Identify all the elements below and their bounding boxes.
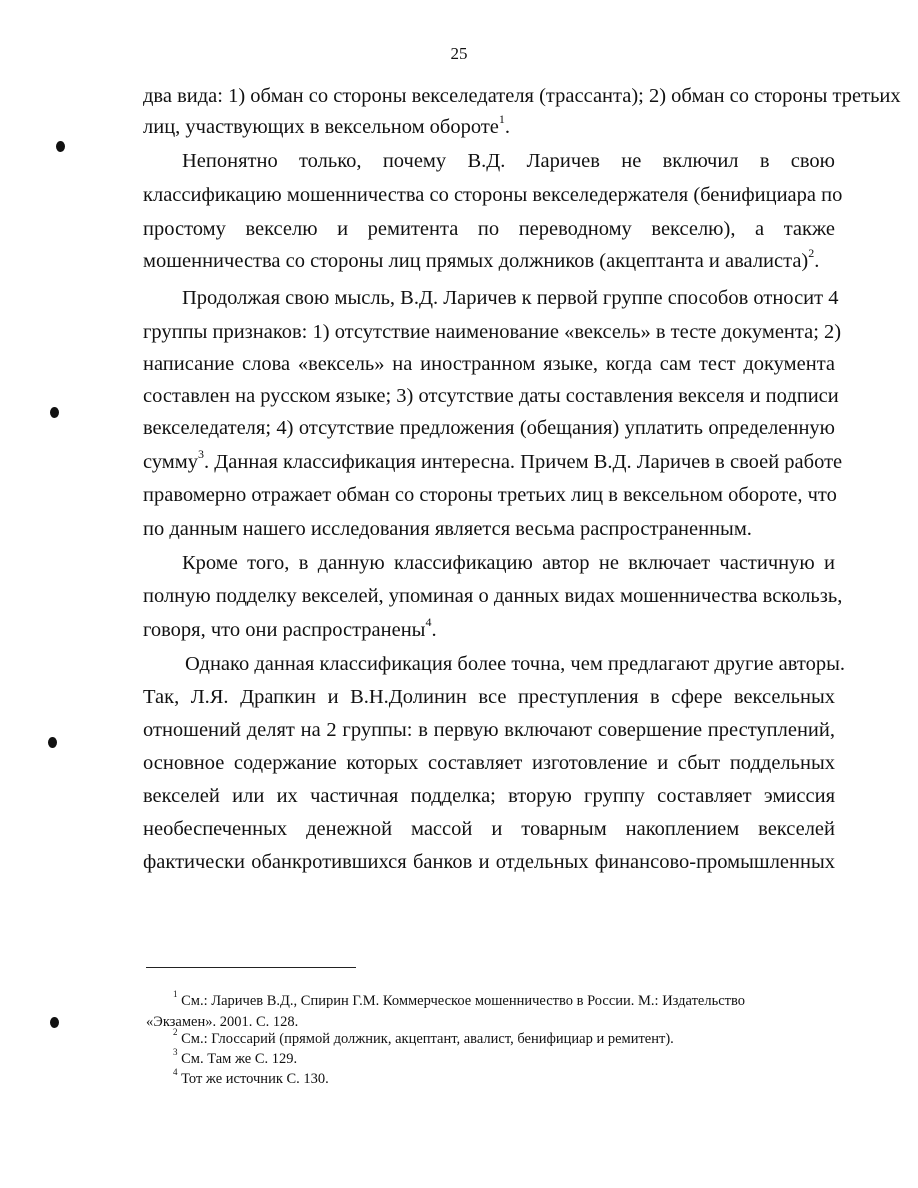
text-line: Продолжая свою мысль, В.Д. Ларичев к первой группе способов относит 4 <box>182 287 839 309</box>
text-line: простому векселю и ремитента по переводному векселю), а также <box>143 218 835 240</box>
footnote-reference: 3 <box>198 447 205 462</box>
footnote: $^2$ См.: Глоссарий (прямой должник, акцептант, авалист, бенифициар и ремитент). <box>173 1027 674 1047</box>
footnote: «Экзамен». 2001. С. 128. <box>146 1014 299 1030</box>
footnote-reference: 4 <box>425 615 432 630</box>
footnote-reference: 2 <box>808 246 815 261</box>
text-line: классификацию мошенничества со стороны векселедержателя (бенифициара по <box>143 184 843 206</box>
text-line: группы признаков: 1) отсутствие наименование «вексель» в тесте документа; 2) <box>143 321 842 343</box>
binder-hole-mark <box>56 141 65 152</box>
footnote: $^3$ См. Там же С. 129. <box>173 1047 298 1067</box>
text-line: Непонятно только, почему В.Д. Ларичев не включил в свою <box>182 150 835 172</box>
text-line: необеспеченных денежной массой и товарным накоплением векселей <box>143 818 835 840</box>
text-line: основное содержание которых составляет изготовление и сбыт поддельных <box>143 752 835 774</box>
text-line: векселедателя; 4) отсутствие предложения (обещания) уплатить определенную <box>143 417 835 439</box>
footnote: $^4$ Тот же источник С. 130. <box>173 1067 329 1087</box>
text-line: правомерно отражает обман со стороны третьих лиц в вексельном обороте, что <box>143 484 837 506</box>
text-line: мошенничества со стороны лиц прямых должников (акцептанта и авалиста)$^2$. <box>143 246 820 272</box>
text-line: говоря, что они распространены$^4$. <box>143 615 437 641</box>
text-line: отношений делят на 2 группы: в первую включают совершение преступлений, <box>143 719 835 741</box>
text-line: лиц, участвующих в вексельном обороте$^1$. <box>143 112 511 138</box>
text-line: полную подделку векселей, упоминая о данных видах мошенничества вскользь, <box>143 585 843 607</box>
text-line: Так, Л.Я. Драпкин и В.Н.Долинин все преступления в сфере вексельных <box>143 686 835 708</box>
footnote: $^1$ См.: Ларичев В.Д., Спирин Г.М. Коммерческое мошенничество в России. М.: Издательство <box>173 989 745 1009</box>
binder-hole-mark <box>50 407 59 418</box>
text-line: фактически обанкротившихся банков и отдельных финансово-промышленных <box>143 851 835 873</box>
text-line: сумму$^3$. Данная классификация интересна. Причем В.Д. Ларичев в своей работе <box>143 447 843 473</box>
text-line: векселей или их частичная подделка; вторую группу составляет эмиссия <box>143 785 835 807</box>
text-line: написание слова «вексель» на иностранном языке, когда сам тест документа <box>143 353 835 375</box>
binder-hole-mark <box>50 1017 59 1028</box>
text-line: два вида: 1) обман со стороны векселедателя (трассанта); 2) обман со стороны третьих <box>143 85 901 107</box>
footnote-reference: 1 <box>498 112 505 127</box>
text-line: составлен на русском языке; 3) отсутствие даты составления векселя и подписи <box>143 385 839 407</box>
footnote-separator <box>146 967 356 968</box>
text-line: Кроме того, в данную классификацию автор не включает частичную и <box>182 552 835 574</box>
text-line: Однако данная классификация более точна, чем предлагают другие авторы. <box>185 653 845 675</box>
page-number: 25 <box>450 44 468 63</box>
binder-hole-mark <box>48 737 57 748</box>
text-line: по данным нашего исследования является весьма распространенным. <box>143 518 752 540</box>
